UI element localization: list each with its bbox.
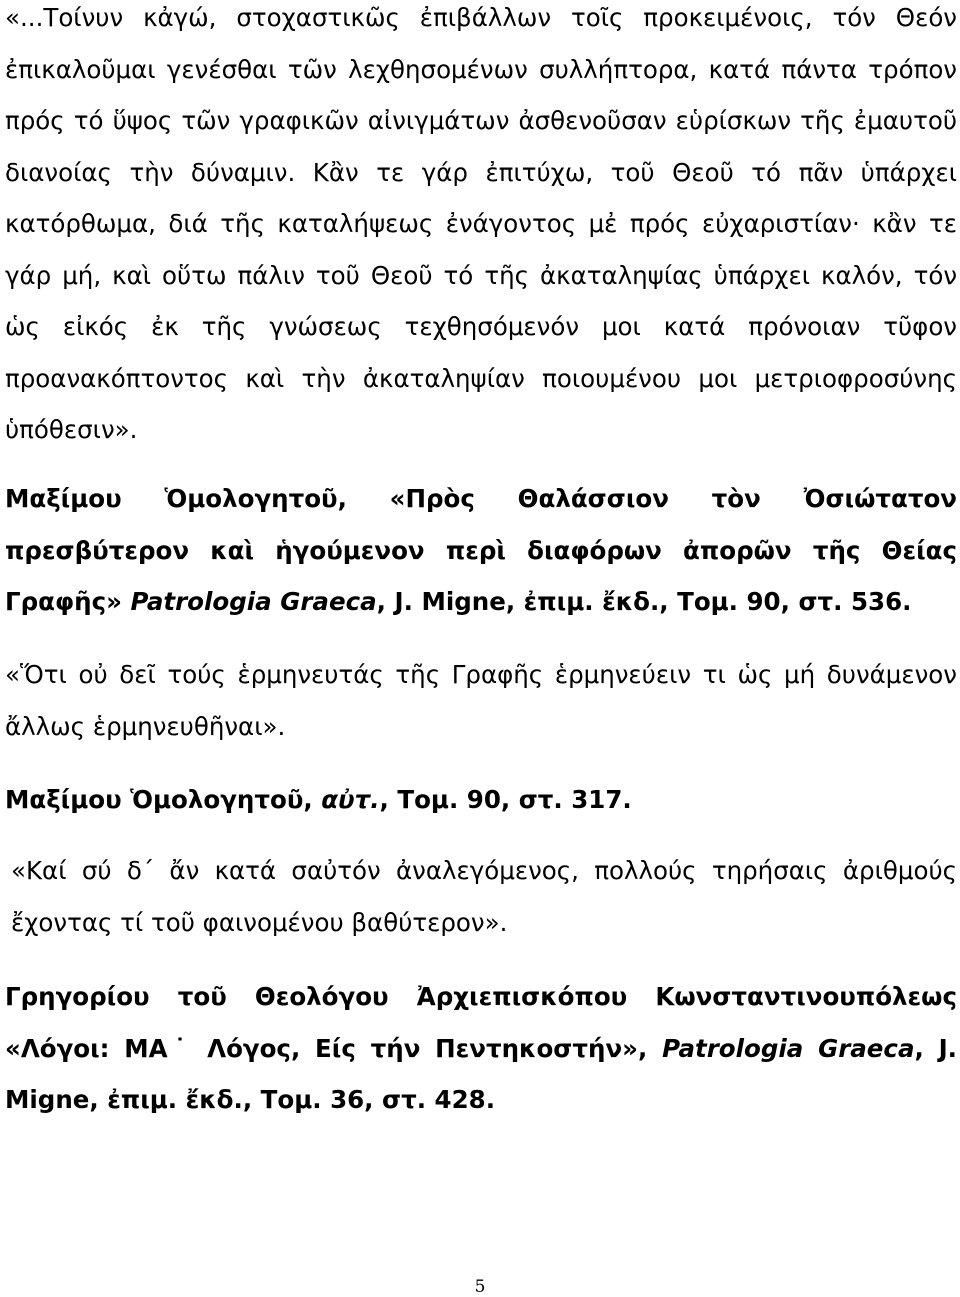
citation-1-italic: Patrologia Graeca bbox=[130, 587, 377, 616]
citation-2-italic: αὐτ. bbox=[321, 785, 380, 814]
citation-2-text: Μαξίμου Ὁμολογητοῦ, bbox=[5, 785, 322, 814]
citation-1-rest: , J. Migne, ἐπιμ. ἔκδ., Τομ. 90, στ. 536. bbox=[376, 587, 912, 616]
citation-1-text: Μαξίμου Ὁμολογητοῦ, «Πρὸς Θαλάσσιον τὸν Ὀσιώτατον πρεσβύτερον καὶ ἡγούμενον περὶ διαφόρων ἀπορῶν τῆς Θείας Γραφῆς» bbox=[5, 484, 957, 616]
page-number: 5 bbox=[474, 1277, 486, 1297]
quote-paragraph-2: «Ὅτι οὐ δεῖ τούς ἑρμηνευτάς τῆς Γραφῆς ἑρμηνεύειν τι ὡς μή δυνάμενον ἄλλως ἑρμηνευθῆναι». bbox=[5, 660, 957, 741]
quote-paragraph-1: «...Τοίνυν κἀγώ, στοχαστικῶς ἐπιβάλλων τοῖς προκειμένοις, τόν Θεόν ἐπικαλοῦμαι γενέσθαι τῶν λεχθησομένων συλλήπτορα, κατά πάντα τρόπον πρός τό ὕψος τῶν γραφικῶν αἰνιγμάτων ἀσθενοῦσαν εὑρίσκων τῆς ἐμαυτοῦ διανοίας τὴν δύναμιν. Κἂν τε γάρ ἐπιτύχω, τοῦ Θεοῦ τό πᾶν ὑπάρχει κατόρθωμα, διά τῆς καταλήψεως ἐνάγοντος μἐ πρός εὐχαριστίαν· κἂν τε γάρ μή, καὶ οὕτω πάλιν τοῦ Θεοῦ τό τῆς ἀκαταληψίας ὑπάρχει καλόν, τόν ὡς εἰκός ἐκ τῆς γνώσεως τεχθησόμενόν μοι κατά πρόνοιαν τῦφον προανακόπτοντος καὶ τὴν ἀκαταληψίαν ποιουμένου μοι μετριοφροσύνης ὑπόθεσιν». bbox=[5, 3, 957, 444]
citation-3-rest: , J. Migne, ἐπιμ. ἔκδ., Τομ. 36, στ. 428. bbox=[5, 1033, 957, 1114]
citation-2 bbox=[5, 774, 957, 826]
citation-3 bbox=[5, 971, 957, 1126]
citation-3-italic: Patrologia Graeca bbox=[662, 1033, 915, 1063]
citation-2-rest: , Τομ. 90, στ. 317. bbox=[379, 785, 632, 814]
citation-3-text: Γρηγορίου τοῦ Θεολόγου Ἀρχιεπισκόπου Κωνσταντινουπόλεως «Λόγοι: ΜΑ˙ Λόγος, Είς τήν Πεντηκοστήν», bbox=[5, 982, 957, 1063]
citation-1 bbox=[5, 473, 957, 628]
quote-paragraph-3: «Καί σύ δ΄ ἄν κατά σαὐτόν ἀναλεγόμενος, πολλούς τηρήσαις ἀριθμούς ἔχοντας τί τοῦ φαινομένου βαθύτερον». bbox=[11, 856, 957, 937]
